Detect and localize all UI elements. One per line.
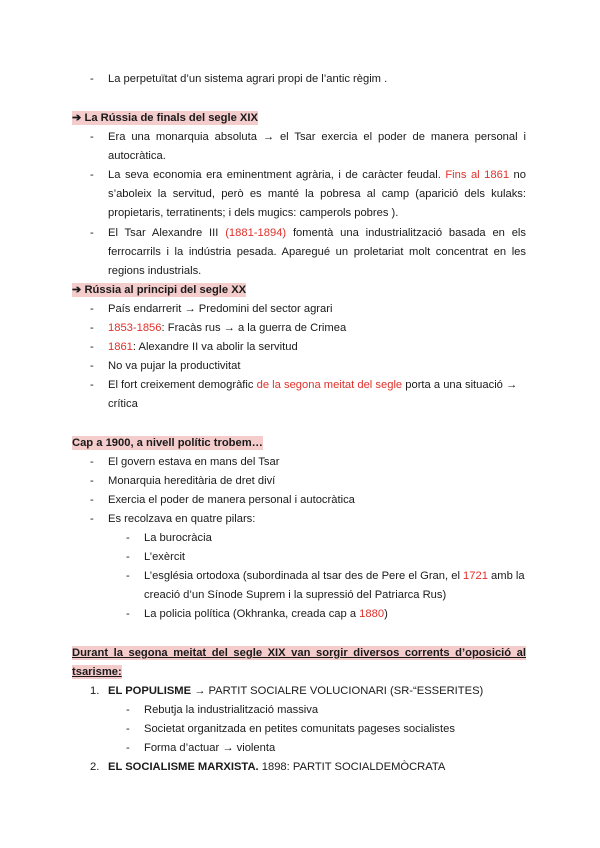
intro-bullet: La perpetuïtat d’un sistema agrari propi de l’antic règim .	[108, 73, 388, 85]
date-1861: 1861	[108, 341, 133, 353]
section-heading-oposicio-line2: tsarisme:	[72, 666, 122, 678]
bullet-economia-line1: La seva economia era eminentment agrària, i de caràcter feudal. Fins al 1861 no	[108, 169, 526, 181]
populisme-sub-actuar: Forma d’actuar → violenta	[144, 742, 276, 754]
sub-bullet-dash: -	[126, 532, 130, 544]
bullet-govern: El govern estava en mans del Tsar	[108, 456, 280, 468]
section-heading-finals-xix: ➔ La Rússia de finals del segle XIX	[72, 112, 258, 124]
bullet-dash: -	[90, 227, 94, 239]
item-populisme: EL POPULISME → PARTIT SOCIALRE VOLUCIONARI (SR-“ESSERITES)	[108, 685, 484, 697]
date-fins-1861: Fins al 1861	[445, 169, 510, 181]
pillar-esglesia-line2: creació d’un Sínode Suprem i la supressió del Patriarca Rus)	[144, 589, 447, 601]
section-heading-1900: Cap a 1900, a nivell polític trobem…	[72, 437, 263, 449]
date-1853-1856: 1853-1856	[108, 322, 162, 334]
bullet-dash: -	[90, 322, 94, 334]
bullet-abolir-servitud: 1861: Alexandre II va abolir la servitud	[108, 341, 298, 353]
section-heading-oposicio-line1: Durant la segona meitat del segle XIX van sorgir diversos corrents d’oposició al	[72, 647, 526, 659]
sub-bullet-dash: -	[126, 551, 130, 563]
bullet-dash: -	[90, 73, 94, 85]
bullet-monarquia-hereditaria: Monarquia hereditària de dret diví	[108, 475, 276, 487]
list-number: 2.	[90, 761, 100, 773]
bullet-alexandre-line3: regions industrials.	[108, 265, 202, 277]
pillar-exercit: L’exèrcit	[144, 551, 186, 563]
item-socialisme-marxista: EL SOCIALISME MARXISTA. 1898: PARTIT SOCIALDEMÒCRATA	[108, 761, 446, 773]
populisme-sub-societat: Societat organitzada en petites comunitats pageses socialistes	[144, 723, 455, 735]
populisme-sub-industrialitzacio: Rebutja la industrialització massiva	[144, 704, 319, 716]
bullet-quatre-pilars: Es recolzava en quatre pilars:	[108, 513, 256, 525]
bullet-demografic-line1: El fort creixement demogràfic de la segona meitat del segle porta a una situació →	[108, 379, 518, 391]
bullet-dash: -	[90, 341, 94, 353]
sub-bullet-dash: -	[126, 742, 130, 754]
bullet-economia-line3: propietaris, terratinents; i dels mugics: camperols pobres ).	[108, 207, 399, 219]
pillar-policia: La policia política (Okhranka, creada cap a 1880)	[144, 608, 388, 620]
bullet-endarrerit: País endarrerit → Predomini del sector agrari	[108, 303, 333, 315]
bullet-dash: -	[90, 494, 94, 506]
date-1881-1894: (1881-1894)	[225, 227, 287, 239]
section-heading-principi-xx: ➔ Rússia al principi del segle XX	[72, 284, 247, 296]
sub-bullet-dash: -	[126, 704, 130, 716]
bullet-monarquia-line2: autocràtica.	[108, 150, 166, 162]
segona-meitat-segle: de la segona meitat del segle	[256, 379, 403, 391]
sub-bullet-dash: -	[126, 570, 130, 582]
bullet-demografic-line2: crítica	[108, 398, 138, 410]
bullet-alexandre-line2: ferrocarrils i la indústria pesada. Aparegué un proletariat molt concentrat en les	[108, 246, 526, 258]
sub-bullet-dash: -	[126, 608, 130, 620]
bullet-dash: -	[90, 475, 94, 487]
bullet-economia-line2: s’aboleix la servitud, però es manté la pobresa al camp (aparició dels kulaks:	[108, 188, 526, 200]
bullet-dash: -	[90, 360, 94, 372]
bullet-dash: -	[90, 456, 94, 468]
bullet-exercia-poder: Exercia el poder de manera personal i autocràtica	[108, 494, 355, 506]
list-number: 1.	[90, 685, 100, 697]
pillar-esglesia-line1: L’església ortodoxa (subordinada al tsar des de Pere el Gran, el 1721 amb la	[144, 570, 525, 582]
bullet-dash: -	[90, 131, 94, 143]
bullet-productivitat: No va pujar la productivitat	[108, 360, 241, 372]
bullet-dash: -	[90, 513, 94, 525]
bullet-dash: -	[90, 169, 94, 181]
bullet-crimea: 1853-1856: Fracàs rus → a la guerra de Crimea	[108, 322, 347, 334]
date-1721: 1721	[463, 570, 488, 582]
bullet-dash: -	[90, 379, 94, 391]
sub-bullet-dash: -	[126, 723, 130, 735]
bullet-alexandre-line1: El Tsar Alexandre III (1881-1894) fomentà una industrialització basada en els	[108, 227, 526, 239]
date-1880: 1880	[359, 608, 385, 620]
pillar-burocracia: La burocràcia	[144, 532, 212, 544]
bullet-dash: -	[90, 303, 94, 315]
bullet-monarquia-line1: Era una monarquia absoluta → el Tsar exercia el poder de manera personal i	[108, 131, 526, 143]
